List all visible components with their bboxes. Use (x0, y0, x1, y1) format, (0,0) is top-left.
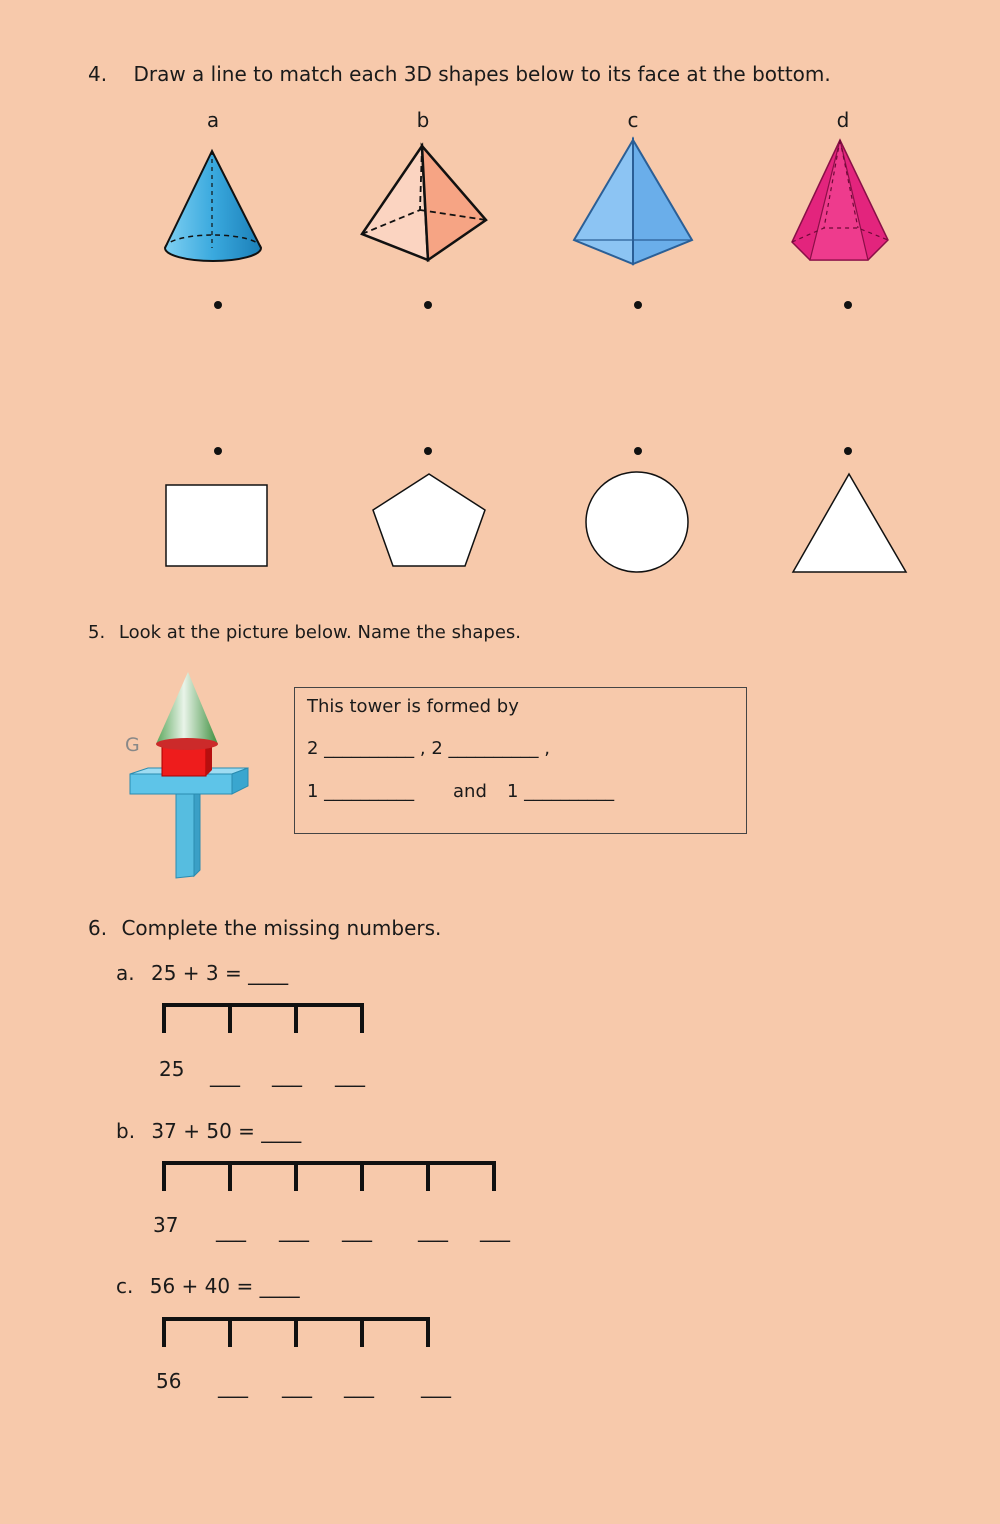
answer-line-1[interactable]: 2 __________ , 2 __________ , (307, 738, 550, 759)
solid-label-b: b (416, 108, 430, 132)
pentagon-icon (371, 472, 487, 568)
match-dot-bottom-2[interactable] (424, 447, 432, 455)
q4-number: 4. (88, 62, 108, 86)
q6-title (88, 916, 441, 940)
answer-line-2a[interactable]: 1 __________ (307, 781, 415, 802)
tower-letter: G (125, 734, 140, 756)
part-a-start: 25 (159, 1057, 185, 1081)
part-c-blank-2[interactable]: ___ (282, 1374, 312, 1398)
part-c-blank-3[interactable]: ___ (344, 1374, 374, 1398)
q4-text: Draw a line to match each 3D shapes below to its face at the bottom. (133, 62, 831, 86)
match-dot-top-d[interactable] (844, 301, 852, 309)
answer-box (294, 687, 747, 834)
solid-label-c: c (627, 108, 639, 132)
part-b-blank-2[interactable]: ___ (279, 1218, 309, 1242)
number-line-a (160, 1001, 360, 1037)
solid-label-a: a (206, 108, 220, 132)
part-a-blank-1[interactable]: ___ (210, 1063, 240, 1087)
match-dot-top-c[interactable] (634, 301, 642, 309)
part-b-label: b. (116, 1119, 136, 1143)
match-dot-bottom-1[interactable] (214, 447, 222, 455)
q4-title (88, 62, 831, 86)
solid-label-d: d (836, 108, 850, 132)
triangular-pyramid-icon (570, 136, 696, 268)
part-c-equation (116, 1274, 300, 1298)
answer-line-2b[interactable]: 1 __________ (507, 781, 615, 802)
number-line-c (160, 1315, 438, 1351)
part-b-blank-5[interactable]: ___ (480, 1218, 510, 1242)
part-c-blank-4[interactable]: ___ (421, 1374, 451, 1398)
part-c-expr[interactable]: 56 + 40 = ____ (149, 1274, 300, 1298)
part-b-blank-4[interactable]: ___ (418, 1218, 448, 1242)
match-dot-top-b[interactable] (424, 301, 432, 309)
part-b-expr[interactable]: 37 + 50 = ____ (151, 1119, 302, 1143)
pentagonal-pyramid-icon (788, 136, 894, 264)
part-a-blank-2[interactable]: ___ (272, 1063, 302, 1087)
match-dot-bottom-3[interactable] (634, 447, 642, 455)
q5-title (88, 622, 521, 643)
part-c-blank-1[interactable]: ___ (218, 1374, 248, 1398)
part-a-expr[interactable]: 25 + 3 = ____ (150, 961, 289, 985)
part-c-label: c. (116, 1274, 134, 1298)
part-c-start: 56 (156, 1369, 182, 1393)
part-b-start: 37 (153, 1213, 179, 1237)
part-b-blank-3[interactable]: ___ (342, 1218, 372, 1242)
tower-picture (120, 670, 255, 882)
box-title: This tower is formed by (307, 696, 519, 717)
triangle-icon (792, 472, 908, 574)
answer-and: and (453, 781, 487, 802)
match-dot-top-a[interactable] (214, 301, 222, 309)
q5-number: 5. (88, 622, 106, 643)
match-dot-bottom-4[interactable] (844, 447, 852, 455)
square-pyramid-icon (358, 142, 490, 266)
q6-text: Complete the missing numbers. (121, 916, 442, 940)
cone-icon (162, 148, 266, 266)
circle-icon (585, 471, 691, 575)
q5-text: Look at the picture below. Name the shapes. (118, 622, 521, 643)
part-a-label: a. (116, 961, 135, 985)
part-b-blank-1[interactable]: ___ (216, 1218, 246, 1242)
part-a-blank-3[interactable]: ___ (335, 1063, 365, 1087)
q6-number: 6. (88, 916, 108, 940)
part-b-equation (116, 1119, 301, 1143)
square-icon (165, 484, 269, 568)
number-line-b (160, 1159, 504, 1195)
part-a-equation (116, 961, 288, 985)
